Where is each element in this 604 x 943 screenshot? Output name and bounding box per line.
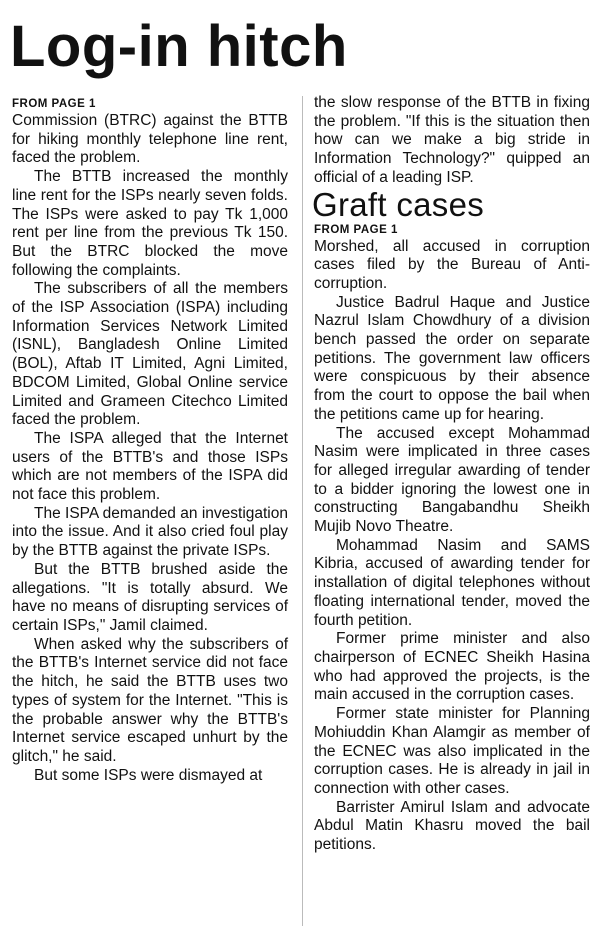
right-column	[314, 94, 590, 855]
paragraph: But the BTTB brushed aside the allegations. "It is totally absurd. We have no means of disrupting services of certain ISPs," Jamil claimed.	[12, 560, 288, 634]
paragraph: When asked why the subscribers of the BTTB's Internet service did not face the hitch, he said the BTTB uses two types of system for the Internet. "This is the probable answer why the BTTB's Internet service escaped unhurt by the glitch," he said.	[12, 635, 288, 765]
paragraph: The accused except Mohammad Nasim were implicated in three cases for alleged irregular awarding of tender to a bidder ignoring the lowest one in constructing Bangabandhu Sheikh Mujib Novo Theatre.	[314, 424, 590, 536]
continuation-paragraph: the slow response of the BTTB in fixing the problem. "If this is the situation then how can we make a big stride in Information Technology?" quipped an official of a leading ISP.	[314, 94, 590, 186]
headline: Log-in hitch	[10, 14, 348, 79]
paragraph: Justice Badrul Haque and Justice Nazrul Islam Chowdhury of a division bench passed the order on separate petitions. The government law officers were conspicuous by their absence from the court to oppose the bail when the petitions came up for hearing.	[314, 293, 590, 423]
paragraph: The ISPA alleged that the Internet users of the BTTB's and those ISPs which are not members of the ISPA did not face this problem.	[12, 429, 288, 504]
left-column	[12, 96, 288, 785]
paragraph: Barrister Amirul Islam and advocate Abdul Matin Khasru moved the bail petitions.	[314, 798, 590, 854]
column-divider	[302, 96, 303, 926]
paragraph: Former prime minister and also chairperson of ECNEC Sheikh Hasina who had approved the projects, is the main accused in the corruption cases.	[314, 630, 590, 704]
paragraph: But some ISPs were dismayed at	[34, 766, 263, 784]
paragraph: The BTTB increased the monthly line rent for the ISPs nearly seven folds. The ISPs were asked to pay Tk 1,000 rent per line from the previous Tk 150. But the BTRC blocked the move following the complaints.	[12, 168, 288, 279]
paragraph: The subscribers of all the members of the ISP Association (ISPA) including Information Services Network Limited (ISNL), Bangladesh Online Limited (BOL), Aftab IT Limited, Agni Limited, BDCOM Limited, Global Online service Limited and Grameen Citechco Limited faced the problem.	[12, 280, 288, 429]
paragraph: Former state minister for Planning Mohiuddin Khan Alamgir as member of the ECNEC was also implicated in the corruption cases. He is already in jail in connection with other cases.	[314, 705, 590, 797]
dateline: FROM PAGE 1	[12, 98, 96, 110]
paragraph: The ISPA demanded an investigation into the issue. And it also cried foul play by the BTTB against the private ISPs.	[12, 504, 288, 560]
subheadline: Graft cases	[312, 185, 485, 223]
paragraph: Commission (BTRC) against the BTTB for hiking monthly telephone line rent, faced the problem.	[12, 112, 288, 167]
dateline: FROM PAGE 1	[314, 223, 398, 236]
paragraph: Mohammad Nasim and SAMS Kibria, accused of awarding tender for installation of digital telephones without floating international tender, moved the fourth petition.	[314, 536, 590, 629]
paragraph: Morshed, all accused in corruption cases filed by the Bureau of Anti-corruption.	[314, 237, 590, 292]
